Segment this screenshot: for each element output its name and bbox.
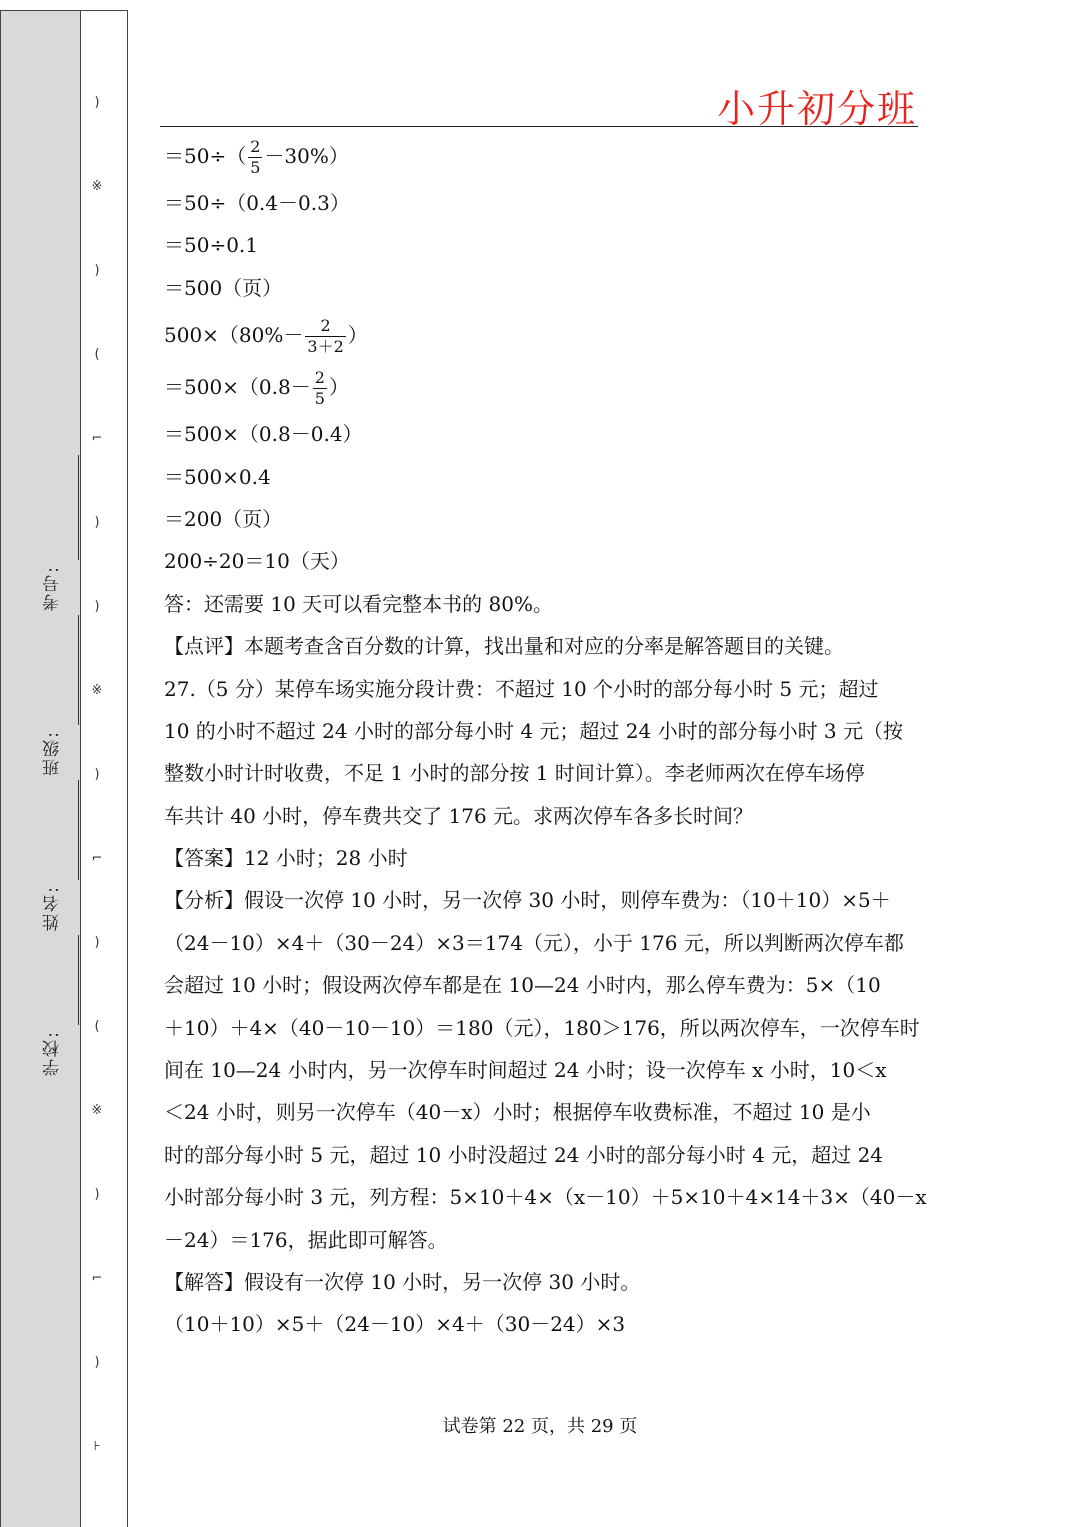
question-line: 10 的小时不超过 24 小时的部分每小时 4 元；超过 24 小时的部分每小时 3 元（按 <box>164 718 904 743</box>
cut-mark: ) <box>94 263 100 278</box>
class-label: 班级: <box>42 730 63 776</box>
analysis-line: 时的部分每小时 5 元，超过 10 小时没超过 24 小时的部分每小时 4 元，超过 24 <box>164 1142 884 1167</box>
school-field <box>22 1030 82 1076</box>
solution-line: （10＋10）×5＋（24－10）×4＋（30－24）×3 <box>164 1312 626 1337</box>
equation-text: 500×（80%－ <box>164 323 304 348</box>
binding-margin-top-rule <box>0 10 127 11</box>
school-blank <box>78 935 79 1025</box>
cut-mark: ) <box>94 767 100 782</box>
class-field <box>22 730 82 776</box>
fraction <box>313 368 327 409</box>
equation-line <box>164 130 920 182</box>
answer-line: 答：还需要 10 天可以看完整本书的 80%。 <box>164 591 553 616</box>
school-label: 学校: <box>42 1030 63 1076</box>
cut-mark: ) <box>94 935 100 950</box>
cut-mark: ※ <box>91 179 103 194</box>
cut-mark: ⌐ <box>91 431 103 446</box>
cut-mark: ⊦ <box>93 1439 101 1454</box>
question-line: 整数小时计时收费，不足 1 小时的部分按 1 时间计算）。李老师两次在停车场停 <box>164 761 865 786</box>
page-footer: 试卷第 22 页，共 29 页 <box>442 1416 638 1437</box>
name-label: 姓名: <box>42 885 63 931</box>
header-rule <box>160 126 918 127</box>
cut-mark: ) <box>94 599 100 614</box>
equation-line <box>164 309 920 361</box>
equation-text: ＝50÷（ <box>164 144 247 168</box>
cut-mark: ⌐ <box>91 1271 103 1286</box>
fraction <box>305 316 345 357</box>
name-field <box>22 885 82 931</box>
brand-title: 小升初分班 <box>716 87 917 131</box>
analysis-line: 小时部分每小时 3 元，列方程：5×10＋4×（x－10）＋5×10＋4×14＋3×（40－x <box>164 1185 927 1210</box>
cut-mark: ) <box>94 1187 100 1202</box>
cut-mark: ) <box>94 1355 100 1370</box>
exam-number-field <box>22 565 82 611</box>
cut-mark: ※ <box>91 683 103 698</box>
equation-line <box>164 361 920 413</box>
question-line: 27.（5 分）某停车场实施分段计费：不超过 10 个小时的部分每小时 5 元；超过 <box>164 676 879 701</box>
equation-text: ＝500×（0.8－ <box>164 375 311 400</box>
solution-line: 【解答】假设有一次停 10 小时，另一次停 30 小时。 <box>164 1269 641 1294</box>
exam-number-blank <box>78 455 79 560</box>
class-blank <box>78 615 79 725</box>
equation-text: －30%） <box>264 144 349 168</box>
exam-number-label: 考号: <box>42 565 63 611</box>
equation-line: ＝500×（0.8－0.4） <box>164 422 363 447</box>
cut-mark: ) <box>94 515 100 530</box>
question-line: 车共计 40 小时，停车费共交了 176 元。求两次停车各多长时间？ <box>164 803 754 828</box>
fraction-denominator: 5 <box>314 389 325 409</box>
cut-mark: ( <box>94 1019 100 1034</box>
equation-text: ） <box>328 375 349 400</box>
equation-line: ＝50÷（0.4－0.3） <box>164 191 350 215</box>
student-info-fields <box>22 455 82 1095</box>
analysis-line: （24－10）×4＋（30－24）×3＝174（元），小于 176 元，所以判断两次停车都 <box>164 930 904 955</box>
analysis-line: 会超过 10 小时；假设两次停车都是在 10—24 小时内，那么停车费为：5×（10 <box>164 973 881 998</box>
equation-line: ＝50÷0.1 <box>164 233 259 258</box>
fraction <box>248 137 262 178</box>
fraction-denominator: 3＋2 <box>307 337 344 357</box>
solution-content <box>164 130 927 1346</box>
equation-line: 200÷20＝10（天） <box>164 549 350 574</box>
analysis-line: 间在 10—24 小时内，另一次停车时间超过 24 小时；设一次停车 x 小时，10＜x <box>164 1058 887 1083</box>
fraction-numerator: 2 <box>250 137 261 156</box>
equation-line: ＝200（页） <box>164 506 283 531</box>
analysis-line: ＜24 小时，则另一次停车（40－x）小时；根据停车收费标准，不超过 10 是小 <box>164 1100 871 1125</box>
equation-line: ＝500×0.4 <box>164 464 271 489</box>
cut-mark: ⌐ <box>91 851 103 866</box>
analysis-line: －24）＝176，据此即可解答。 <box>164 1227 448 1252</box>
name-blank <box>78 780 79 880</box>
equation-text: ） <box>347 323 368 348</box>
answer-line: 【答案】12 小时；28 小时 <box>164 846 408 871</box>
equation-line: ＝500（页） <box>164 275 283 300</box>
fraction-denominator: 5 <box>250 158 261 177</box>
cut-mark: ( <box>94 347 100 362</box>
analysis-line: 【分析】假设一次停 10 小时，另一次停 30 小时，则停车费为：（10＋10）×5＋ <box>164 888 891 913</box>
fraction-numerator: 2 <box>320 316 331 336</box>
comment-line: 【点评】本题考查含百分数的计算，找出量和对应的分率是解答题目的关键。 <box>164 634 844 659</box>
cut-mark: ※ <box>91 1103 103 1118</box>
cut-mark: ) <box>94 95 100 110</box>
fraction-numerator: 2 <box>314 368 325 388</box>
analysis-line: ＋10）＋4×（40－10－10）＝180（元），180＞176，所以两次停车，一次停车时 <box>164 1015 920 1040</box>
